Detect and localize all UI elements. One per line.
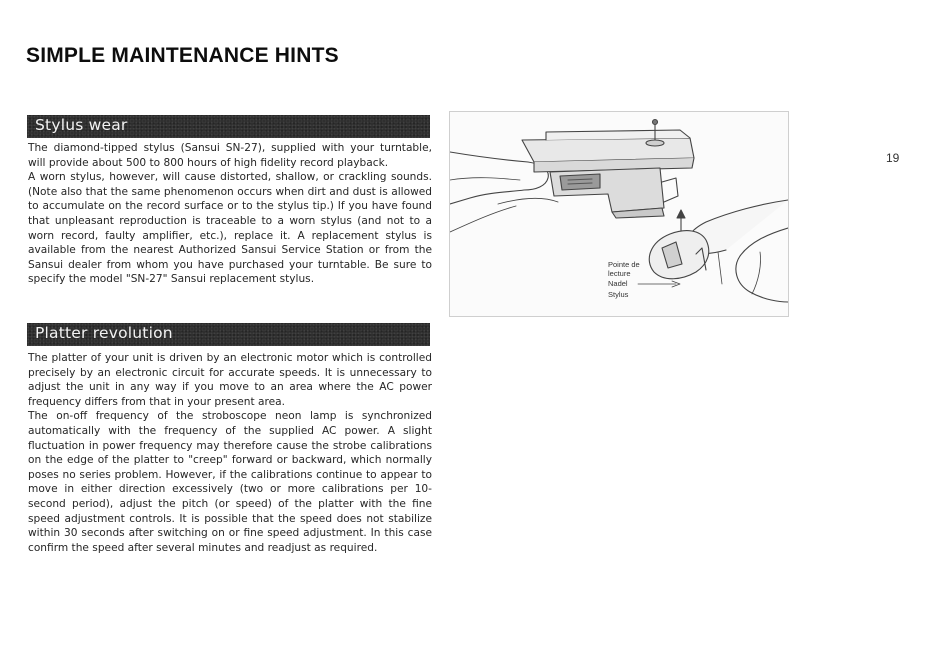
section-heading-platter-revolution xyxy=(27,323,430,346)
stylus-replacement-illustration xyxy=(449,111,789,317)
page-title: SIMPLE MAINTENANCE HINTS xyxy=(26,44,339,67)
label-pointe-de-lecture: Pointe de lecture xyxy=(608,260,640,278)
paragraph: The platter of your unit is driven by an electronic motor which is controlled precisely by an electronic circuit for accurate speeds. It is unnecessary to adjust the unit in any way if you move to an area where the AC power frequency differs from that in your present area. xyxy=(28,352,432,408)
paragraph: The diamond-tipped stylus (Sansui SN-27), supplied with your turntable, will provide about 500 to 800 hours of high fidelity record playback. xyxy=(28,142,432,169)
label-stylus: Stylus xyxy=(608,290,629,299)
paragraph: A worn stylus, however, will cause distorted, shallow, or crackling sounds. (Note also that the same phenomenon occurs when dirt and dust is allowed to accumulate on the record surface or to the stylus tip.) If you have found that unpleasant reproduction is traceable to a worn stylus (and not to a worn record, faulty amplifier, etc.), replace it. A replacement stylus is available from the nearest Authorized Sansui Service Station or from the Sansui dealer from whom you have purchased your turntable. Be sure to specify the model "SN-27" Sansui replacement stylus. xyxy=(28,171,432,286)
section-heading-label: Platter revolution xyxy=(35,324,173,342)
page-number: 19 xyxy=(886,151,900,165)
section-heading-stylus-wear xyxy=(27,115,430,138)
stylus-wear-text xyxy=(28,141,432,287)
section-heading-label: Stylus wear xyxy=(35,116,128,134)
platter-revolution-text xyxy=(28,351,432,555)
label-nadel: Nadel xyxy=(608,279,628,288)
paragraph: The on-off frequency of the stroboscope neon lamp is synchronized automatically with the frequency of the supplied AC power. A slight fluctuation in power frequency may therefore cause the strobe calibrations on the edge of the platter to "creep" forward or backward, which normally poses no series problem. However, if the calibrations continue to appear to move in either direction excessively (two or more calibrations per 10-second period), adjust the pitch (or speed) of the platter with the fine speed adjustment controls. It is possible that the speed does not stabilize within 30 seconds after switching on or fine speed adjustment. In this case confirm the speed after several minutes and readjust as required. xyxy=(28,410,432,554)
